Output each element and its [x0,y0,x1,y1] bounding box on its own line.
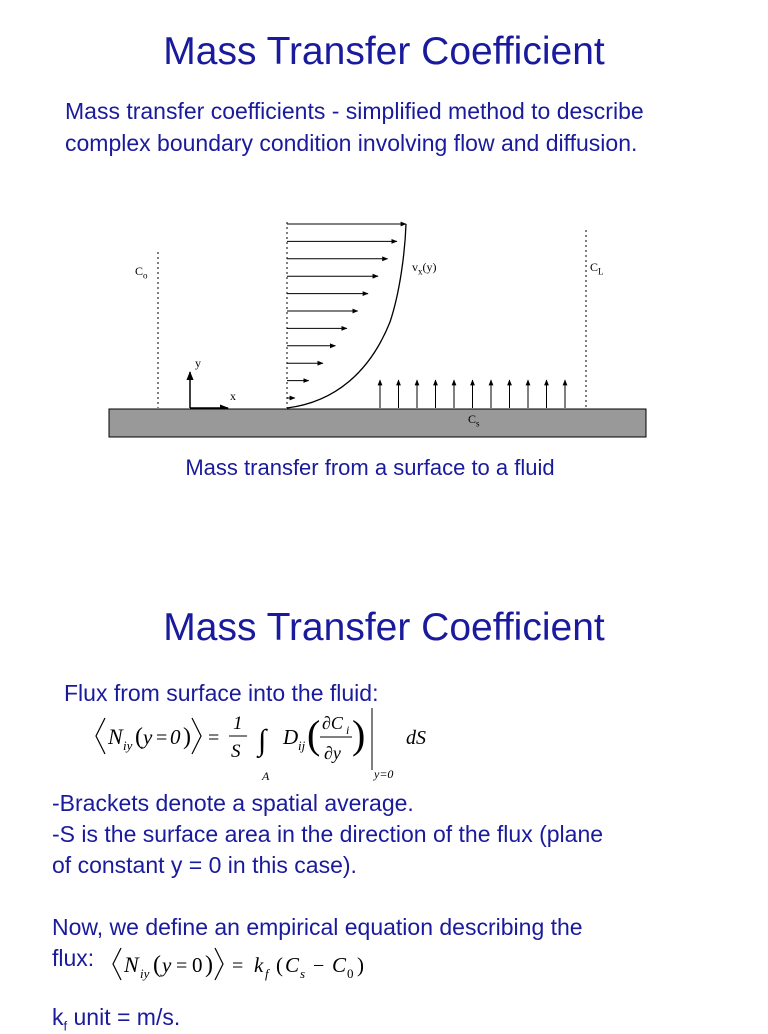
svg-text:∂C: ∂C [322,713,343,733]
diagram-svg [100,212,660,442]
diagram-caption: Mass transfer from a surface to a fluid [185,455,555,480]
slide-2 [0,580,768,1034]
bullet-surface-line-2: of constant y = 0 in this case). [52,852,357,878]
c0-label: $C_o$ [135,264,148,281]
mass-transfer-coefficient-equation [108,942,408,986]
svg-text:f: f [265,966,269,981]
svg-text:k: k [254,953,264,977]
kf-unit-text: $k_f$ unit = m/s. [52,1004,181,1034]
intro-text [65,95,644,159]
svg-text:y: y [143,725,153,749]
svg-text:C: C [332,953,347,977]
x-axis-label: x [230,389,236,403]
svg-text:N: N [108,724,123,749]
vx-label: $v_x(y)$ [412,260,437,277]
svg-text:(: ( [135,724,143,750]
boundary-layer-diagram [100,212,660,442]
bullet-surface-line-1: -S is the surface area in the direction of the flux (plane [52,821,604,847]
svg-text:): ) [205,952,213,978]
svg-text:(: ( [153,952,161,978]
flux-arrows [380,380,565,408]
svg-text:i: i [346,723,350,737]
intro-line-2: complex boundary condition involving flow and diffusion. [65,130,638,156]
svg-text:ij: ij [298,738,306,753]
svg-text:): ) [357,953,364,977]
cl-label: $C_L$ [590,260,604,277]
surface-plate [109,409,646,437]
velocity-arrows [287,224,406,398]
y-axis-label: y [195,356,201,370]
slide-1-title: Mass Transfer Coefficient [163,30,605,73]
svg-text:(: ( [276,953,283,977]
svg-text:=: = [208,727,220,749]
svg-text:y: y [162,953,172,977]
svg-text:1: 1 [233,713,243,734]
svg-text:∫: ∫ [258,724,267,757]
svg-text:=: = [232,955,244,977]
svg-text:(: ( [307,712,321,757]
bullet-brackets: -Brackets denote a spatial average. [52,790,414,816]
svg-text:=: = [156,727,168,749]
flux-label: Flux from surface into the fluid: [64,680,379,706]
svg-text:iy: iy [123,738,133,753]
svg-text:): ) [183,724,191,750]
svg-text:A: A [262,769,270,783]
svg-text:0: 0 [347,966,354,981]
slide-2-title: Mass Transfer Coefficient [163,606,605,649]
svg-text:): ) [352,712,366,757]
slide-1 [0,0,768,512]
svg-text:s: s [300,966,306,981]
svg-text:0: 0 [170,725,181,749]
svg-text:S: S [231,741,241,762]
cs-label: $C_s$ [468,412,480,429]
svg-text:iy: iy [140,966,150,981]
svg-text:N: N [124,952,139,977]
svg-text:−: − [313,955,325,977]
intro-line-1: Mass transfer coefficients - simplified method to describe [65,98,644,124]
spacer [52,881,603,912]
svg-text:=: = [176,955,188,977]
define-line-1: Now, we define an empirical equation describing the [52,914,583,940]
svg-text:dS: dS [406,727,426,749]
svg-text:∂y: ∂y [324,743,341,763]
flux-integral-equation [90,700,450,785]
svg-text:y=0: y=0 [374,767,394,781]
define-line-2: flux: [52,945,95,971]
svg-text:0: 0 [192,953,203,977]
svg-text:C: C [285,953,300,977]
svg-text:D: D [283,725,299,749]
